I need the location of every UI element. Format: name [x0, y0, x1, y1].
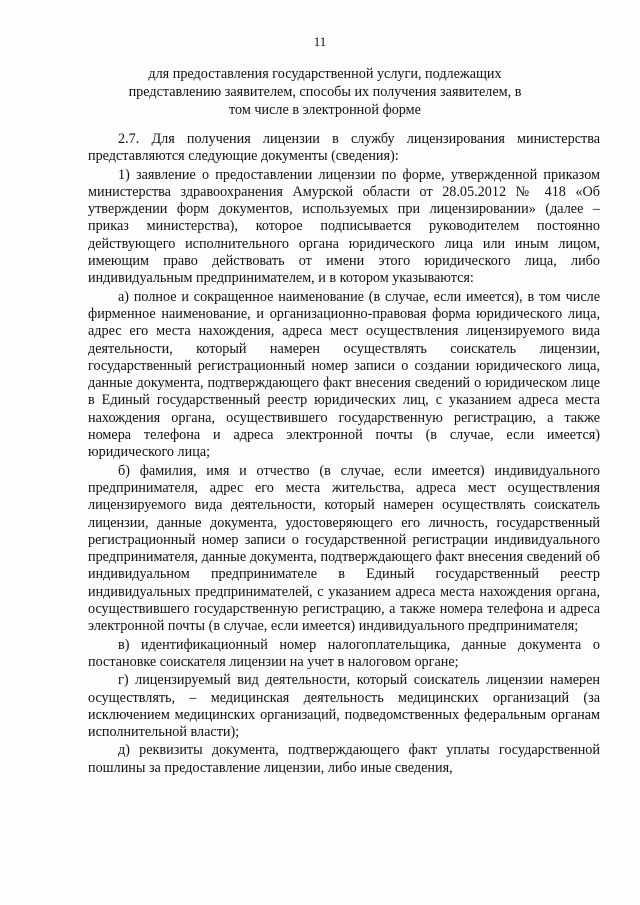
- paragraph-item-1: 1) заявление о предоставлении лицензии по форме, утвержденной приказом министерства здравоохранения Амурской области от 28.05.2012 № 418 «Об утверждении форм документов, используемых при лицензировании» (далее – приказ министерства), которое подписывается руководителем постоянно действующего исполнительного органа юридического лица или иным лицом, имеющим право действовать от имени этого юридического лица, либо индивидуальным предпринимателем, и в котором указываются:: [88, 166, 600, 287]
- paragraph-2-7: 2.7. Для получения лицензии в службу лицензирования министерства представляются следующие документы (сведения):: [88, 131, 600, 165]
- paragraph-item-d: д) реквизиты документа, подтверждающего факт уплаты государственной пошлины за предоставление лицензии, либо иные сведения,: [88, 742, 600, 776]
- paragraph-item-a: а) полное и сокращенное наименование (в случае, если имеется), в том числе фирменное наименование, и организационно-правовая форма юридического лица, адрес его места нахождения, адреса мест осуществления лицензируемого вида деятельности, который намерен осуществлять соискатель лицензии, государственный регистрационный номер записи о создании юридического лица, данные документа, подтверждающего факт внесения сведений о юридическом лице в Единый государственный реестр юридических лиц, с указанием адреса места нахождения органа, осуществившего государственную регистрацию, а также номера телефона и адреса электронной почты (в случае, если имеется) юридического лица;: [88, 288, 600, 461]
- section-heading: для предоставления государственной услуги, подлежащих представлению заявителем, способы их получения заявителем, в том числе в электронной форме: [128, 66, 522, 118]
- page-number: 11: [313, 34, 327, 49]
- paragraph-item-g: г) лицензируемый вид деятельности, который соискатель лицензии намерен осуществлять, – медицинская деятельность медицинских организаций (за исключением медицинских организаций, подведомственных федеральным органам исполнительной власти);: [88, 672, 600, 741]
- paragraph-item-v: в) идентификационный номер налогоплательщика, данные документа о постановке соискателя лицензии на учет в налоговом органе;: [88, 636, 600, 670]
- document-body: [88, 131, 600, 777]
- paragraph-item-b: б) фамилия, имя и отчество (в случае, если имеется) индивидуального предпринимателя, адрес его места жительства, адреса мест осуществления лицензируемого вида деятельности, который намерен осуществлять соискатель лицензии, данные документа, удостоверяющего его личность, государственный регистрационный номер записи о государственной регистрации индивидуального предпринимателя, данные документа, подтверждающего факт внесения сведений об индивидуальном предпринимателе в Единый государственный реестр индивидуальных предпринимателей, с указанием адреса места нахождения органа, осуществившего государственную регистрацию, а также номера телефона и адреса электронной почты (в случае, если имеется) индивидуального предпринимателя;: [88, 462, 600, 635]
